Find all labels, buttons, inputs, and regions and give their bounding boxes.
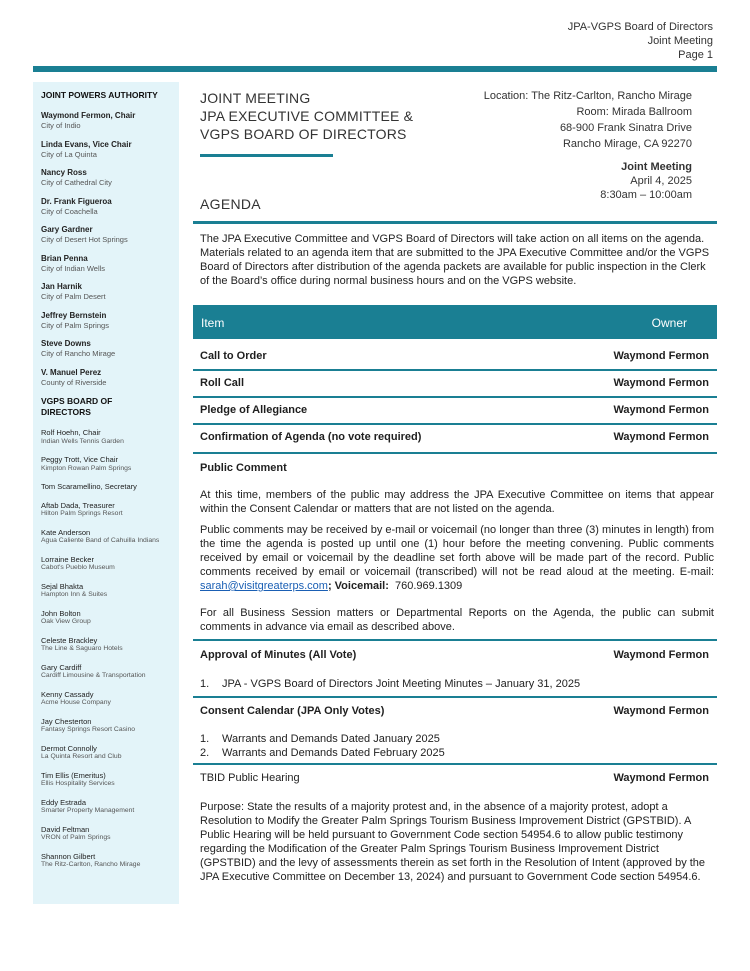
member-affiliation: City of Indian Wells	[41, 263, 106, 273]
header-org: JPA-VGPS Board of Directors	[567, 21, 713, 33]
roster-member	[41, 339, 173, 359]
location-block: Location: The Ritz-Carlton, Rancho Mirage Room: Mirada Ballroom 68-900 Frank Sinatra Drive Rancho Mirage, CA 92270	[483, 90, 692, 150]
roster-member	[41, 555, 173, 573]
sidebar-roster	[33, 82, 179, 904]
roster-member	[41, 368, 173, 388]
member-affiliation: Acme House Company	[41, 699, 111, 706]
member-affiliation: Smarter Property Management	[41, 807, 135, 814]
agenda-table-header	[193, 305, 717, 339]
roster-member	[41, 852, 173, 870]
member-affiliation: Cardiff Limousine & Transportation	[41, 672, 146, 679]
row-divider	[193, 639, 717, 641]
roster-member	[41, 282, 173, 302]
agenda-divider	[193, 221, 717, 224]
row-divider	[193, 696, 717, 698]
meeting-time: 8:30am – 10:00am	[600, 189, 692, 201]
roster-member	[41, 528, 173, 546]
header-page-number: Page 1	[678, 49, 713, 61]
member-name: Kenny Cassady	[41, 689, 94, 699]
member-affiliation: City of Desert Hot Springs	[41, 235, 128, 244]
row-divider	[193, 396, 717, 398]
meeting-title: JOINT MEETING JPA EXECUTIVE COMMITTEE & VGPS BOARD OF DIRECTORS	[200, 90, 414, 142]
member-name: V. Manuel Perez	[41, 367, 102, 377]
member-affiliation: City of Rancho Mirage	[41, 349, 116, 358]
member-affiliation: Agua Caliente Band of Cahuilla Indians	[41, 537, 160, 544]
member-name: Gary Cardiff	[41, 662, 82, 672]
roster-member	[41, 690, 173, 708]
member-affiliation: City of Indio	[41, 121, 81, 130]
roster-member	[41, 428, 173, 446]
member-affiliation: City of Cathedral City	[41, 178, 112, 187]
member-name: Waymond Fermon, Chair	[41, 111, 136, 120]
member-affiliation: Kimpton Rowan Palm Springs	[41, 464, 132, 472]
member-affiliation: Hilton Palm Springs Resort	[41, 510, 123, 517]
member-name: Lorraine Becker	[41, 554, 94, 564]
roster-member	[41, 111, 173, 131]
consent-list	[200, 732, 445, 760]
roster-member	[41, 197, 173, 217]
list-item: 1. Warrants and Demands Dated January 2025	[200, 733, 440, 745]
member-name: Celeste Brackley	[41, 635, 98, 645]
member-name: John Bolton	[41, 608, 81, 618]
member-name: Jan Harnik	[41, 282, 82, 291]
row-divider	[193, 369, 717, 371]
member-name: Shannon Gilbert	[41, 851, 96, 861]
roster-member	[41, 482, 173, 492]
voicemail-number: 760.969.1309	[395, 580, 463, 592]
email-link[interactable]: sarah@visitgreaterps.com	[200, 580, 328, 592]
member-affiliation: County of Riverside	[41, 377, 107, 387]
roster-member	[41, 663, 173, 681]
member-name: Aftab Dada, Treasurer	[41, 500, 115, 510]
roster-member	[41, 225, 173, 245]
roster-member	[41, 455, 173, 473]
top-divider	[33, 66, 717, 72]
roster-member	[41, 140, 173, 160]
column-owner: Owner	[651, 316, 687, 330]
member-affiliation: Cabot's Pueblo Museum	[41, 564, 115, 571]
member-affiliation: Fantasy Springs Resort Casino	[41, 726, 136, 733]
title-underline	[200, 154, 333, 157]
member-name: Peggy Trott, Vice Chair	[41, 455, 118, 464]
meeting-type: Joint Meeting	[621, 161, 692, 173]
member-name: David Feltman	[41, 824, 90, 834]
roster-member	[41, 636, 173, 654]
row-divider	[193, 423, 717, 425]
member-name: Jeffrey Bernstein	[41, 310, 107, 320]
member-name: Dermot Connolly	[41, 743, 97, 753]
agenda-heading: AGENDA	[200, 196, 261, 212]
member-name: Eddy Estrada	[41, 797, 87, 807]
meeting-date: April 4, 2025	[630, 175, 692, 187]
roster-member	[41, 717, 173, 735]
member-affiliation: Hampton Inn & Suites	[41, 591, 108, 598]
roster-member	[41, 311, 173, 331]
approval-list	[200, 677, 580, 691]
member-name: Brian Penna	[41, 253, 88, 263]
member-name: Dr. Frank Figueroa	[41, 196, 112, 206]
roster-member	[41, 254, 173, 274]
member-affiliation: Oak View Group	[41, 618, 91, 625]
roster-member	[41, 825, 173, 843]
member-name: Tim Ellis (Emeritus)	[41, 770, 106, 780]
public-comment-p2: Public comments may be received by e-mail or voicemail (no longer than three (3) minutes in length) from the time the agenda is posted up until one (1) hour before the meeting convening. Public comments received by email or voicemail by the deadline set forth above will be made part of the record. Public comments received by email or voicemail (transcribed) will not be read aloud at the meeting. E-mail: sarah@visitgreaterps.com; Voicemail: 760.969.1309	[200, 524, 714, 592]
member-name: Kate Anderson	[41, 527, 91, 537]
member-affiliation: City of Palm Springs	[41, 320, 109, 330]
member-affiliation: City of Palm Desert	[41, 292, 106, 301]
member-name: Jay Chesterton	[41, 716, 92, 726]
member-name: Tom Scaramellino, Secretary	[41, 482, 137, 491]
tbid-purpose: Purpose: State the results of a majority protest and, in the absence of a majority protest, adopt a Resolution to Modify the Greater Palm Springs Tourism Business Improvement District (GPSTBID). A Public Hearing will be held pursuant to Government Code section 54954.6 to allow public testimony regarding the Modification of the Greater Palm Springs Tourism Business Improvement District (GPSTBID) and the levy of assessments therein as set forth in the Resolution of Intent (approved by the JPA Executive Committee on December 13, 2024) and pursuant to Government Code section 54954.6.	[200, 801, 706, 883]
member-affiliation: La Quinta Resort and Club	[41, 753, 122, 760]
column-item: Item	[201, 316, 225, 330]
header-meeting: Joint Meeting	[647, 35, 713, 47]
row-divider	[193, 763, 717, 765]
meeting-datetime	[600, 160, 692, 202]
member-name: Gary Gardner	[41, 225, 93, 234]
jpa-heading: JOINT POWERS AUTHORITY	[41, 90, 158, 100]
member-name: Rolf Hoehn, Chair	[41, 428, 101, 437]
member-name: Nancy Ross	[41, 168, 87, 177]
intro-paragraph: The JPA Executive Committee and VGPS Board of Directors will take action on all items on the agenda. Materials related to an agenda item that are submitted to the JPA Executive Committee and/or the VGPS Board of Directors after distribution of the agenda packets are available for public inspection in the Clerk of the Board’s office during normal business hours and on the VGPS website.	[200, 233, 710, 287]
roster-member	[41, 771, 173, 789]
member-affiliation: The Line & Saguaro Hotels	[41, 645, 123, 652]
roster-member	[41, 582, 173, 600]
public-comment-p3: For all Business Session matters or Departmental Reports on the Agenda, the public can submit comments in advance via email as described above.	[200, 607, 714, 633]
roster-member	[41, 501, 173, 519]
member-affiliation: City of Coachella	[41, 206, 98, 216]
roster-member	[41, 609, 173, 627]
member-name: Sejal Bhakta	[41, 581, 84, 591]
roster-member	[41, 744, 173, 762]
board-heading: VGPS BOARD OF DIRECTORS	[41, 396, 113, 417]
roster-member	[41, 168, 173, 188]
member-affiliation: The Ritz-Carlton, Rancho Mirage	[41, 861, 141, 868]
roster-member	[41, 798, 173, 816]
member-name: Linda Evans, Vice Chair	[41, 139, 132, 149]
row-divider	[193, 452, 717, 454]
member-affiliation: VRON of Palm Springs	[41, 834, 111, 841]
list-item: 1. JPA - VGPS Board of Directors Joint Meeting Minutes – January 31, 2025	[200, 678, 581, 690]
member-name: Steve Downs	[41, 339, 91, 348]
member-affiliation: City of La Quinta	[41, 149, 97, 159]
member-affiliation: Indian Wells Tennis Garden	[41, 437, 124, 445]
member-affiliation: Ellis Hospitality Services	[41, 780, 115, 787]
list-item: 2. Warrants and Demands Dated February 2025	[200, 747, 445, 759]
public-comment-p1: At this time, members of the public may address the JPA Executive Committee on items that appear within the Consent Calendar or matters that are not listed on the agenda.	[200, 489, 714, 515]
page-header	[568, 20, 713, 62]
